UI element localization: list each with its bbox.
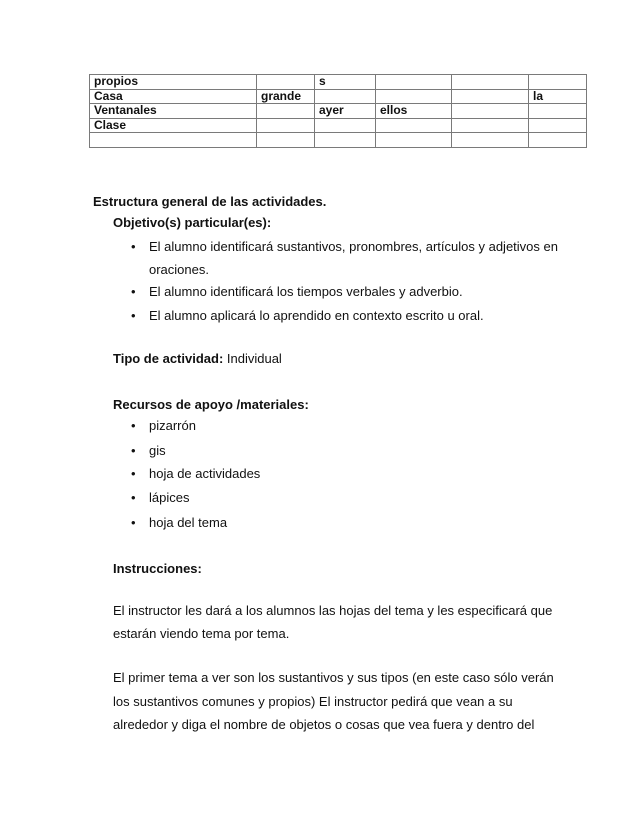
objectives-heading: Objetivo(s) particular(es): (113, 215, 272, 230)
bullet-icon: • (131, 515, 136, 530)
activity-type-line (113, 351, 282, 367)
resource-item-2: gis (149, 443, 166, 458)
table-row (90, 133, 587, 148)
table-cell: ellos (376, 104, 452, 119)
instructions-paragraph-1-line-2: estarán viendo tema por tema. (113, 626, 290, 641)
table-cell (257, 118, 315, 133)
bullet-icon: • (131, 490, 136, 505)
bullet-icon: • (131, 308, 136, 323)
table-cell (376, 118, 452, 133)
table-cell: Casa (90, 89, 257, 104)
table-cell (315, 118, 376, 133)
bullet-icon: • (131, 466, 136, 481)
structure-heading: Estructura general de las actividades. (93, 194, 327, 209)
table-cell: Clase (90, 118, 257, 133)
table-cell (257, 75, 315, 90)
activity-type-value: Individual (223, 351, 282, 366)
bullet-icon: • (131, 443, 136, 458)
objective-item-3: El alumno aplicará lo aprendido en contexto escrito u oral. (149, 308, 484, 323)
resource-item-3: hoja de actividades (149, 466, 261, 481)
word-table-body (90, 75, 587, 148)
table-cell (452, 133, 529, 148)
objective-item-1-continued: oraciones. (149, 262, 209, 277)
table-cell (529, 133, 587, 148)
instructions-heading: Instrucciones: (113, 561, 202, 576)
table-cell (452, 104, 529, 119)
table-row (90, 89, 587, 104)
table-cell: Ventanales (90, 104, 257, 119)
resources-heading: Recursos de apoyo /materiales: (113, 397, 309, 412)
table-cell (90, 133, 257, 148)
resource-item-5: hoja del tema (149, 515, 228, 530)
table-cell: la (529, 89, 587, 104)
table-cell (376, 133, 452, 148)
table-cell (257, 133, 315, 148)
table-cell (315, 133, 376, 148)
table-cell: ayer (315, 104, 376, 119)
table-cell (529, 118, 587, 133)
table-row (90, 75, 587, 90)
table-cell (257, 104, 315, 119)
table-cell: propios (90, 75, 257, 90)
word-table (89, 74, 587, 148)
activity-type-label: Tipo de actividad: (113, 351, 224, 366)
objective-item-1: El alumno identificará sustantivos, pronombres, artículos y adjetivos en (149, 239, 558, 254)
instructions-paragraph-1-line-1: El instructor les dará a los alumnos las hojas del tema y les especificará que (113, 603, 553, 618)
bullet-icon: • (131, 418, 136, 433)
table-cell: grande (257, 89, 315, 104)
table-cell (315, 89, 376, 104)
table-cell (452, 89, 529, 104)
resource-item-4: lápices (149, 490, 190, 505)
bullet-icon: • (131, 284, 136, 299)
bullet-icon: • (131, 239, 136, 254)
instructions-paragraph-2-line-3: alrededor y diga el nombre de objetos o cosas que vea fuera y dentro del (113, 717, 535, 732)
table-cell (529, 104, 587, 119)
table-cell: s (315, 75, 376, 90)
instructions-paragraph-2-line-1: El primer tema a ver son los sustantivos y sus tipos (en este caso sólo verán (113, 670, 554, 685)
table-cell (452, 75, 529, 90)
instructions-paragraph-2-line-2: los sustantivos comunes y propios) El instructor pedirá que vean a su (113, 694, 513, 709)
table-cell (376, 75, 452, 90)
resource-item-1: pizarrón (149, 418, 196, 433)
table-cell (529, 75, 587, 90)
table-row (90, 118, 587, 133)
objective-item-2: El alumno identificará los tiempos verbales y adverbio. (149, 284, 463, 299)
table-cell (376, 89, 452, 104)
table-row (90, 104, 587, 119)
table-cell (452, 118, 529, 133)
